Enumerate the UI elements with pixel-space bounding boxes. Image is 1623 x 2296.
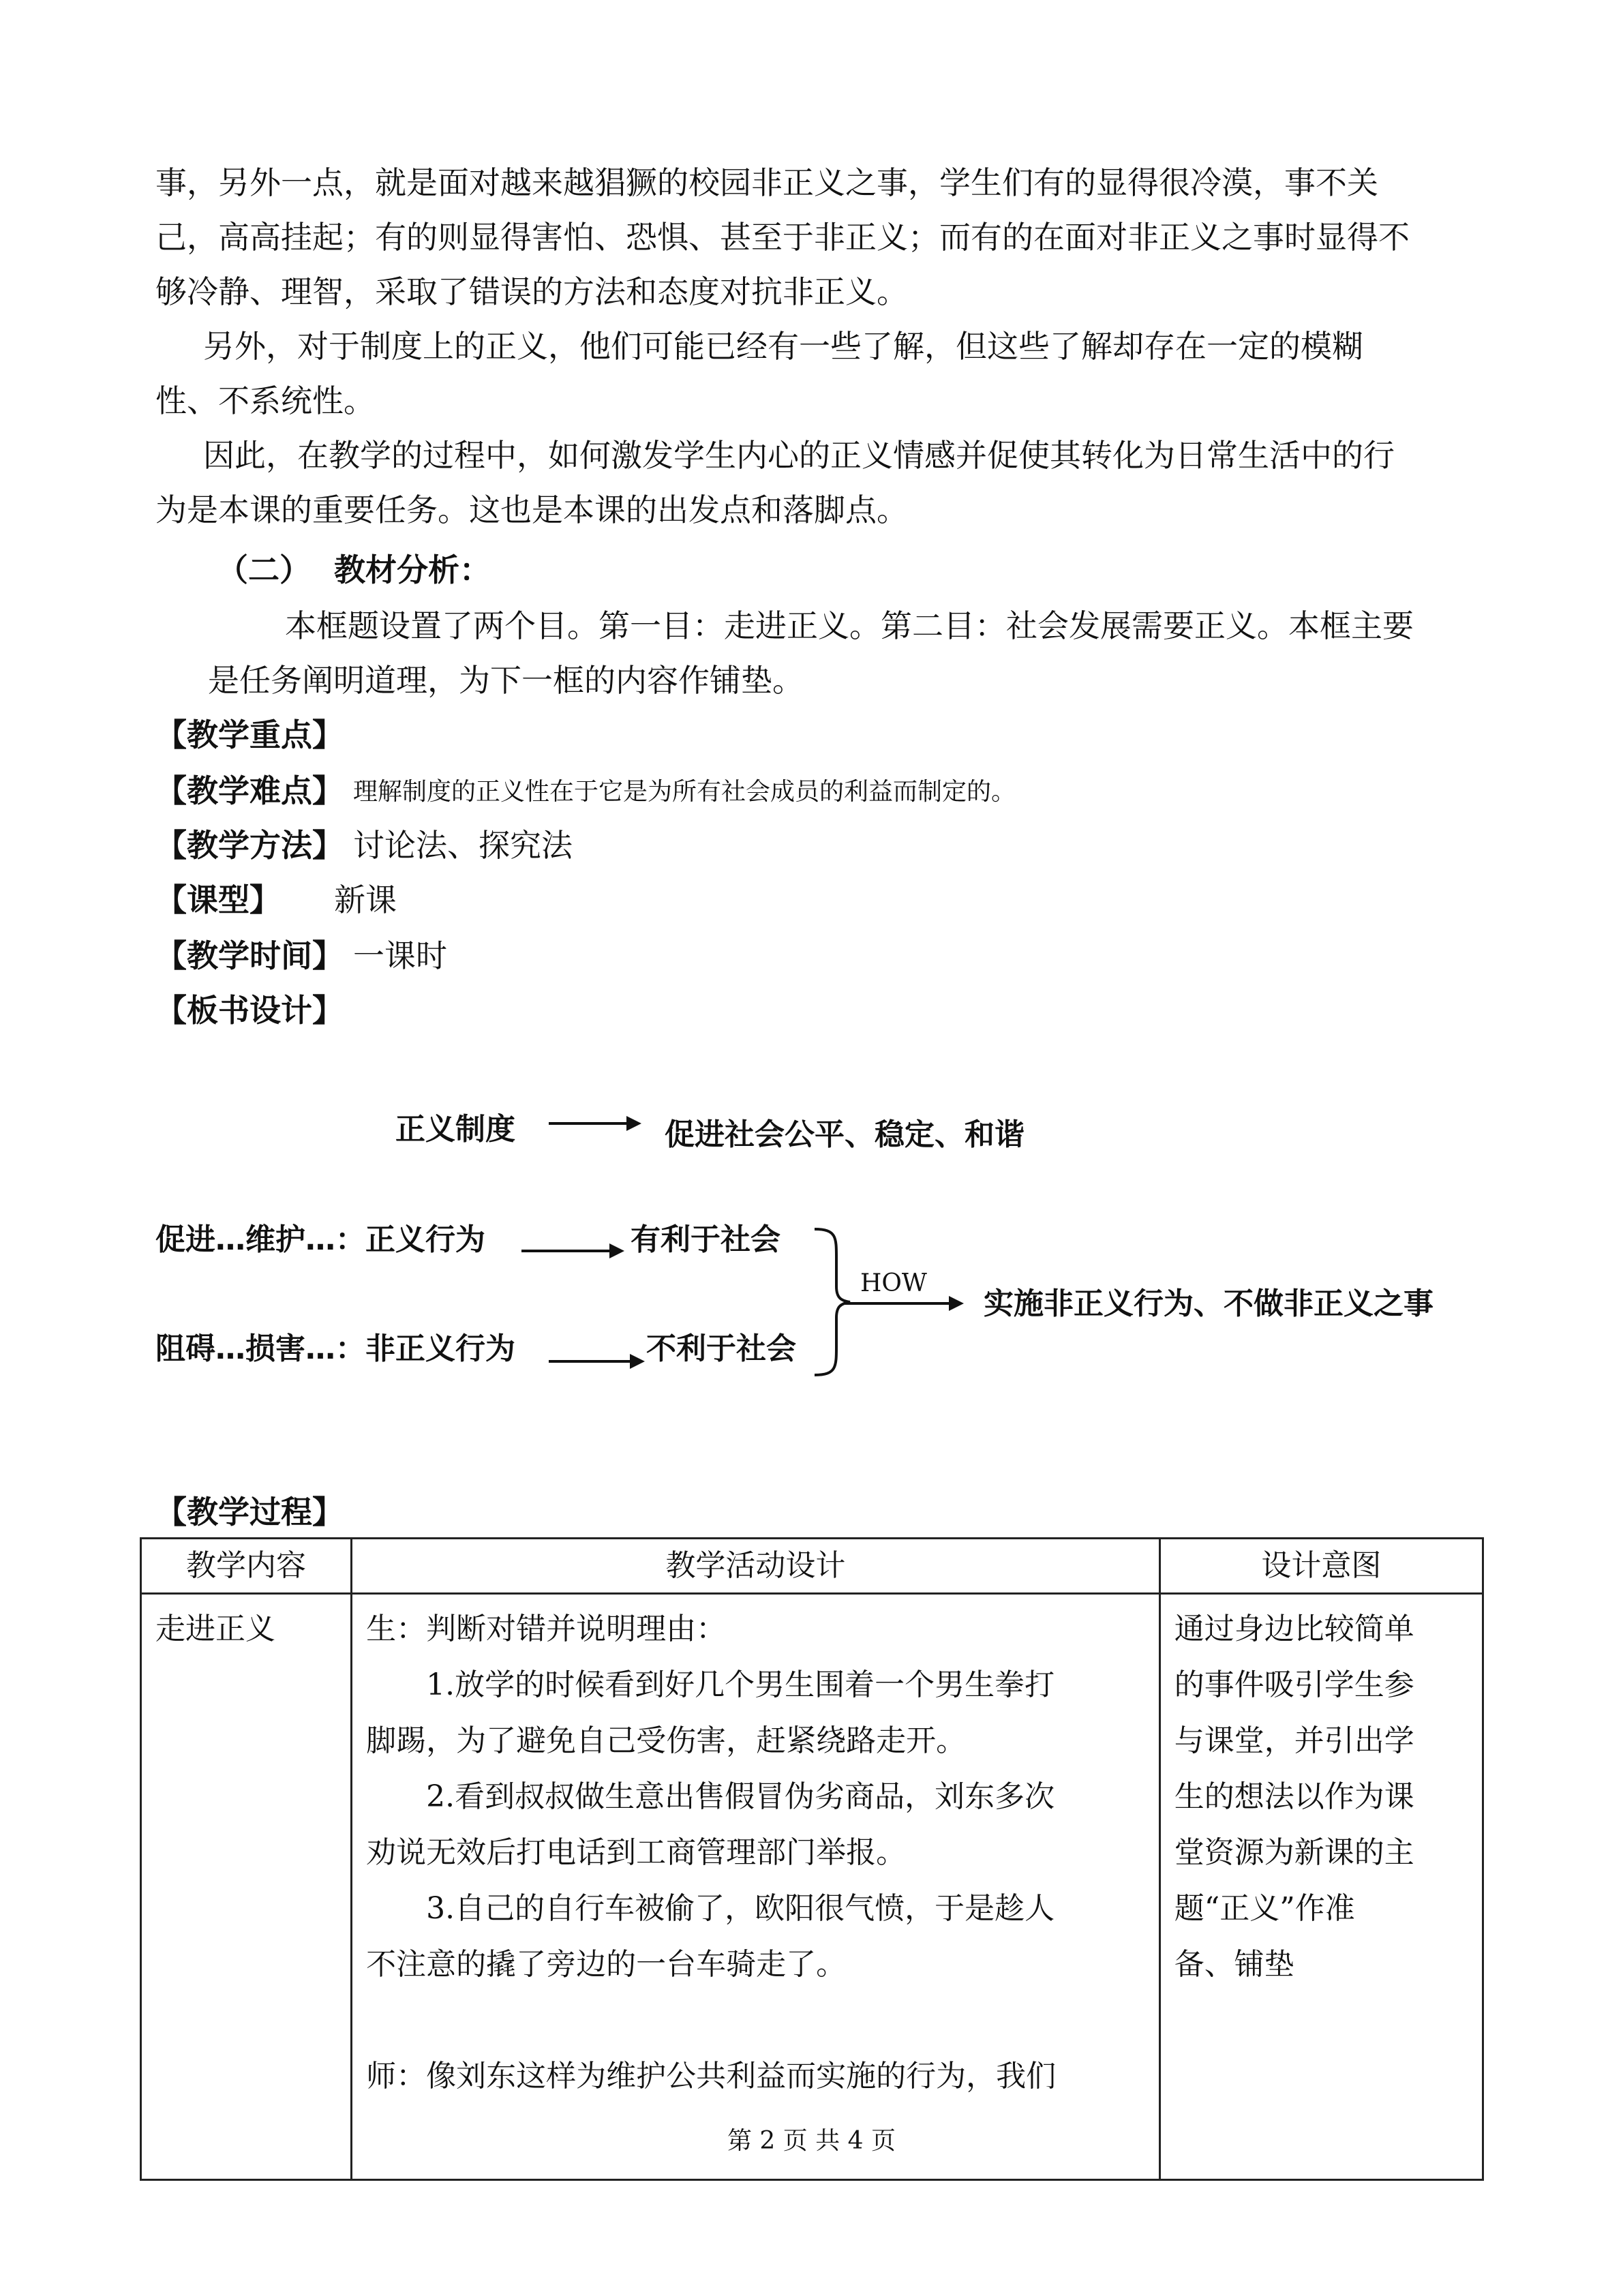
arrow-icon [549,1122,637,1125]
paragraph-line: 够冷静、理智，采取了错误的方法和态度对抗非正义。 [155,273,908,310]
field-value-time: 一课时 [353,937,447,974]
arrow-icon [844,1302,960,1305]
activity-line [366,1993,1145,2049]
intent-line: 备、铺垫 [1174,1947,1294,1982]
board-row1-left: 促进…维护…：正义行为 [155,1222,485,1257]
board-row2-right: 不利于社会 [646,1331,796,1366]
field-label-board-design: 【板书设计】 [155,992,344,1029]
section-title: 教材分析： [334,552,491,588]
process-heading: 【教学过程】 [155,1494,344,1530]
activity-line: 3.自己的自行车被偷了，欧阳很气愤，于是趁人 [426,1891,1055,1926]
field-label-time: 【教学时间】 [155,937,344,974]
board-how-label: HOW [860,1269,927,1297]
intent-line: 通过身边比较简单 [1174,1612,1414,1646]
arrow-icon [521,1250,620,1252]
intent-line: 的事件吸引学生参 [1174,1667,1414,1702]
activity-line: 生：判断对错并说明理由： [366,1612,727,1646]
paragraph-line: 另外，对于制度上的正义，他们可能已经有一些了解，但这些了解却存在一定的模糊 [203,328,1363,365]
activity-line: 师：像刘东这样为维护公共利益而实施的行为，我们 [366,2059,1057,2094]
activity-line: 脚踢，为了避免自己受伤害，赶紧绕路走开。 [366,1723,967,1758]
process-table [140,1537,1484,2181]
board-conclusion: 实施非正义行为、不做非正义之事 [984,1286,1434,1321]
section-text-line: 是任务阐明道理，为下一框的内容作铺垫。 [208,662,804,699]
intent-line: 题“正义”作准 [1174,1891,1355,1926]
board-just-system-result: 促进社会公平、稳定、和谐 [665,1117,1025,1152]
cell-activity [352,1594,1160,2180]
field-value-difficulty: 理解制度的正义性在于它是为所有社会成员的利益而制定的。 [353,778,1016,806]
paragraph-line: 事，另外一点，就是面对越来越猖獗的校园非正义之事，学生们有的显得很冷漠，事不关 [155,164,1378,201]
arrow-icon [549,1360,641,1363]
field-label-lesson-type: 【课型】 [155,881,281,918]
activity-line: 劝说无效后打电话到工商管理部门举报。 [366,1835,907,1870]
page-footer: 第 2 页 共 4 页 [727,2127,896,2155]
table-header-row [141,1539,1483,1594]
intent-line: 生的想法以作为课 [1174,1779,1414,1814]
section-text-line: 本框题设置了两个目。第一目：走进正义。第二目：社会发展需要正义。本框主要 [285,607,1414,644]
activity-line: 2.看到叔叔做生意出售假冒伪劣商品，刘东多次 [426,1779,1055,1814]
field-value-lesson-type: 新课 [334,881,397,918]
board-row1-right: 有利于社会 [631,1222,780,1257]
column-header-content: 教学内容 [141,1539,352,1594]
paragraph-line: 己，高高挂起；有的则显得害怕、恐惧、甚至于非正义；而有的在面对非正义之事时显得不 [155,219,1410,256]
cell-intent [1159,1594,1483,2180]
content-text: 走进正义 [155,1612,275,1646]
column-header-activity: 教学活动设计 [352,1539,1160,1594]
paragraph-line: 性、不系统性。 [155,382,375,419]
column-header-intent: 设计意图 [1159,1539,1483,1594]
intent-line: 堂资源为新课的主 [1174,1835,1414,1870]
field-label-method: 【教学方法】 [155,827,344,864]
board-just-system: 正义制度 [395,1112,515,1147]
activity-line: 1.放学的时候看到好几个男生围着一个男生拳打 [426,1667,1055,1702]
intent-text [1174,1595,1468,1993]
field-label-difficulty: 【教学难点】 [155,772,344,809]
board-row2-left: 阻碍…损害…：非正义行为 [155,1331,515,1366]
activity-text [366,1595,1145,2104]
field-value-method: 讨论法、探究法 [353,827,573,864]
activity-line: 不注意的撬了旁边的一台车骑走了。 [366,1947,847,1982]
cell-content [141,1594,352,2180]
paragraph-line: 因此，在教学的过程中，如何激发学生内心的正义情感并促使其转化为日常生活中的行 [203,437,1395,474]
table-row [141,1594,1483,2180]
section-number: （二） [217,552,311,588]
field-label-key-point: 【教学重点】 [155,716,344,753]
paragraph-line: 为是本课的重要任务。这也是本课的出发点和落脚点。 [155,492,908,528]
intent-line: 与课堂，并引出学 [1174,1723,1414,1758]
